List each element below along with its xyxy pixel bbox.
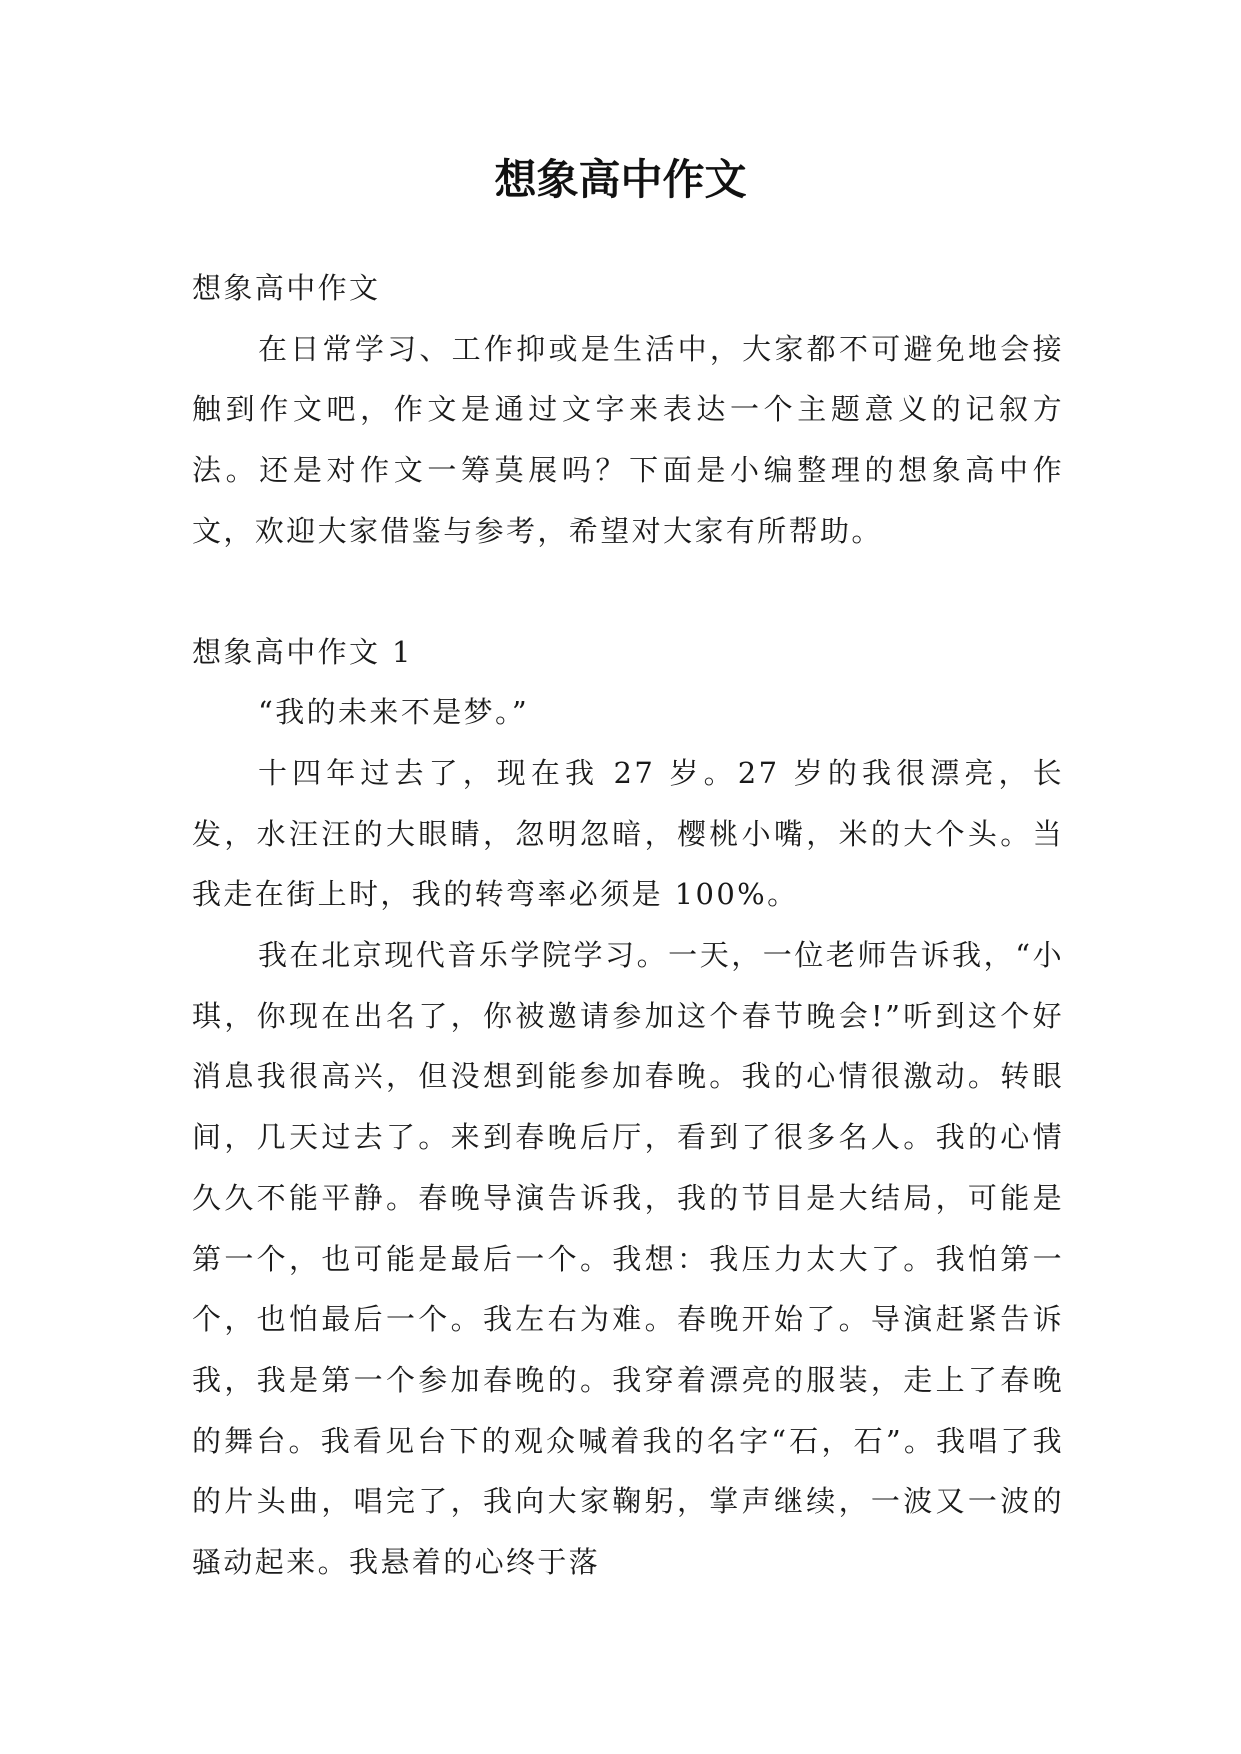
essay-1-paragraph: 十四年过去了，现在我 27 岁。27 岁的我很漂亮，长发，水汪汪的大眼睛，忽明忽暗，樱桃小嘴，米的大个头。当我走在街上时，我的转弯率必须是 100%。 — [192, 755, 1064, 912]
document-title: 想象高中作文 — [494, 155, 747, 204]
intro-heading: 想象高中作文 — [192, 271, 381, 305]
intro-paragraph: 在日常学习、工作抑或是生活中，大家都不可避免地会接触到作文吧，作文是通过文字来表达一个主题意义的记叙方法。还是对作文一筹莫展吗？下面是小编整理的想象高中作文，欢迎大家借鉴与参考，希望对大家有所帮助。 — [192, 331, 1064, 548]
essay-1-paragraph: 我在北京现代音乐学院学习。一天，一位老师告诉我，“小琪，你现在出名了，你被邀请参加这个春节晚会!”听到这个好消息我很高兴，但没想到能参加春晚。我的心情很激动。转眼间，几天过去了。来到春晚后厅，看到了很多名人。我的心情久久不能平静。春晚导演告诉我，我的节目是大结局，可能是第一个，也可能是最后一个。我想：我压力太大了。我怕第一个，也怕最后一个。我左右为难。春晚开始了。导演赶紧告诉我，我是第一个参加春晚的。我穿着漂亮的服装，走上了春晚的舞台。我看见台下的观众喊着我的名字“石，石”。我唱了我的片头曲，唱完了，我向大家鞠躬，掌声继续，一波又一波的骚动起来。我悬着的心终于落 — [192, 938, 1064, 1580]
essay-1-heading: 想象高中作文 1 — [192, 634, 413, 669]
essay-1-paragraph: “我的未来不是梦。” — [258, 695, 530, 730]
document-body — [192, 258, 1064, 1593]
section-spacer — [192, 562, 1064, 622]
